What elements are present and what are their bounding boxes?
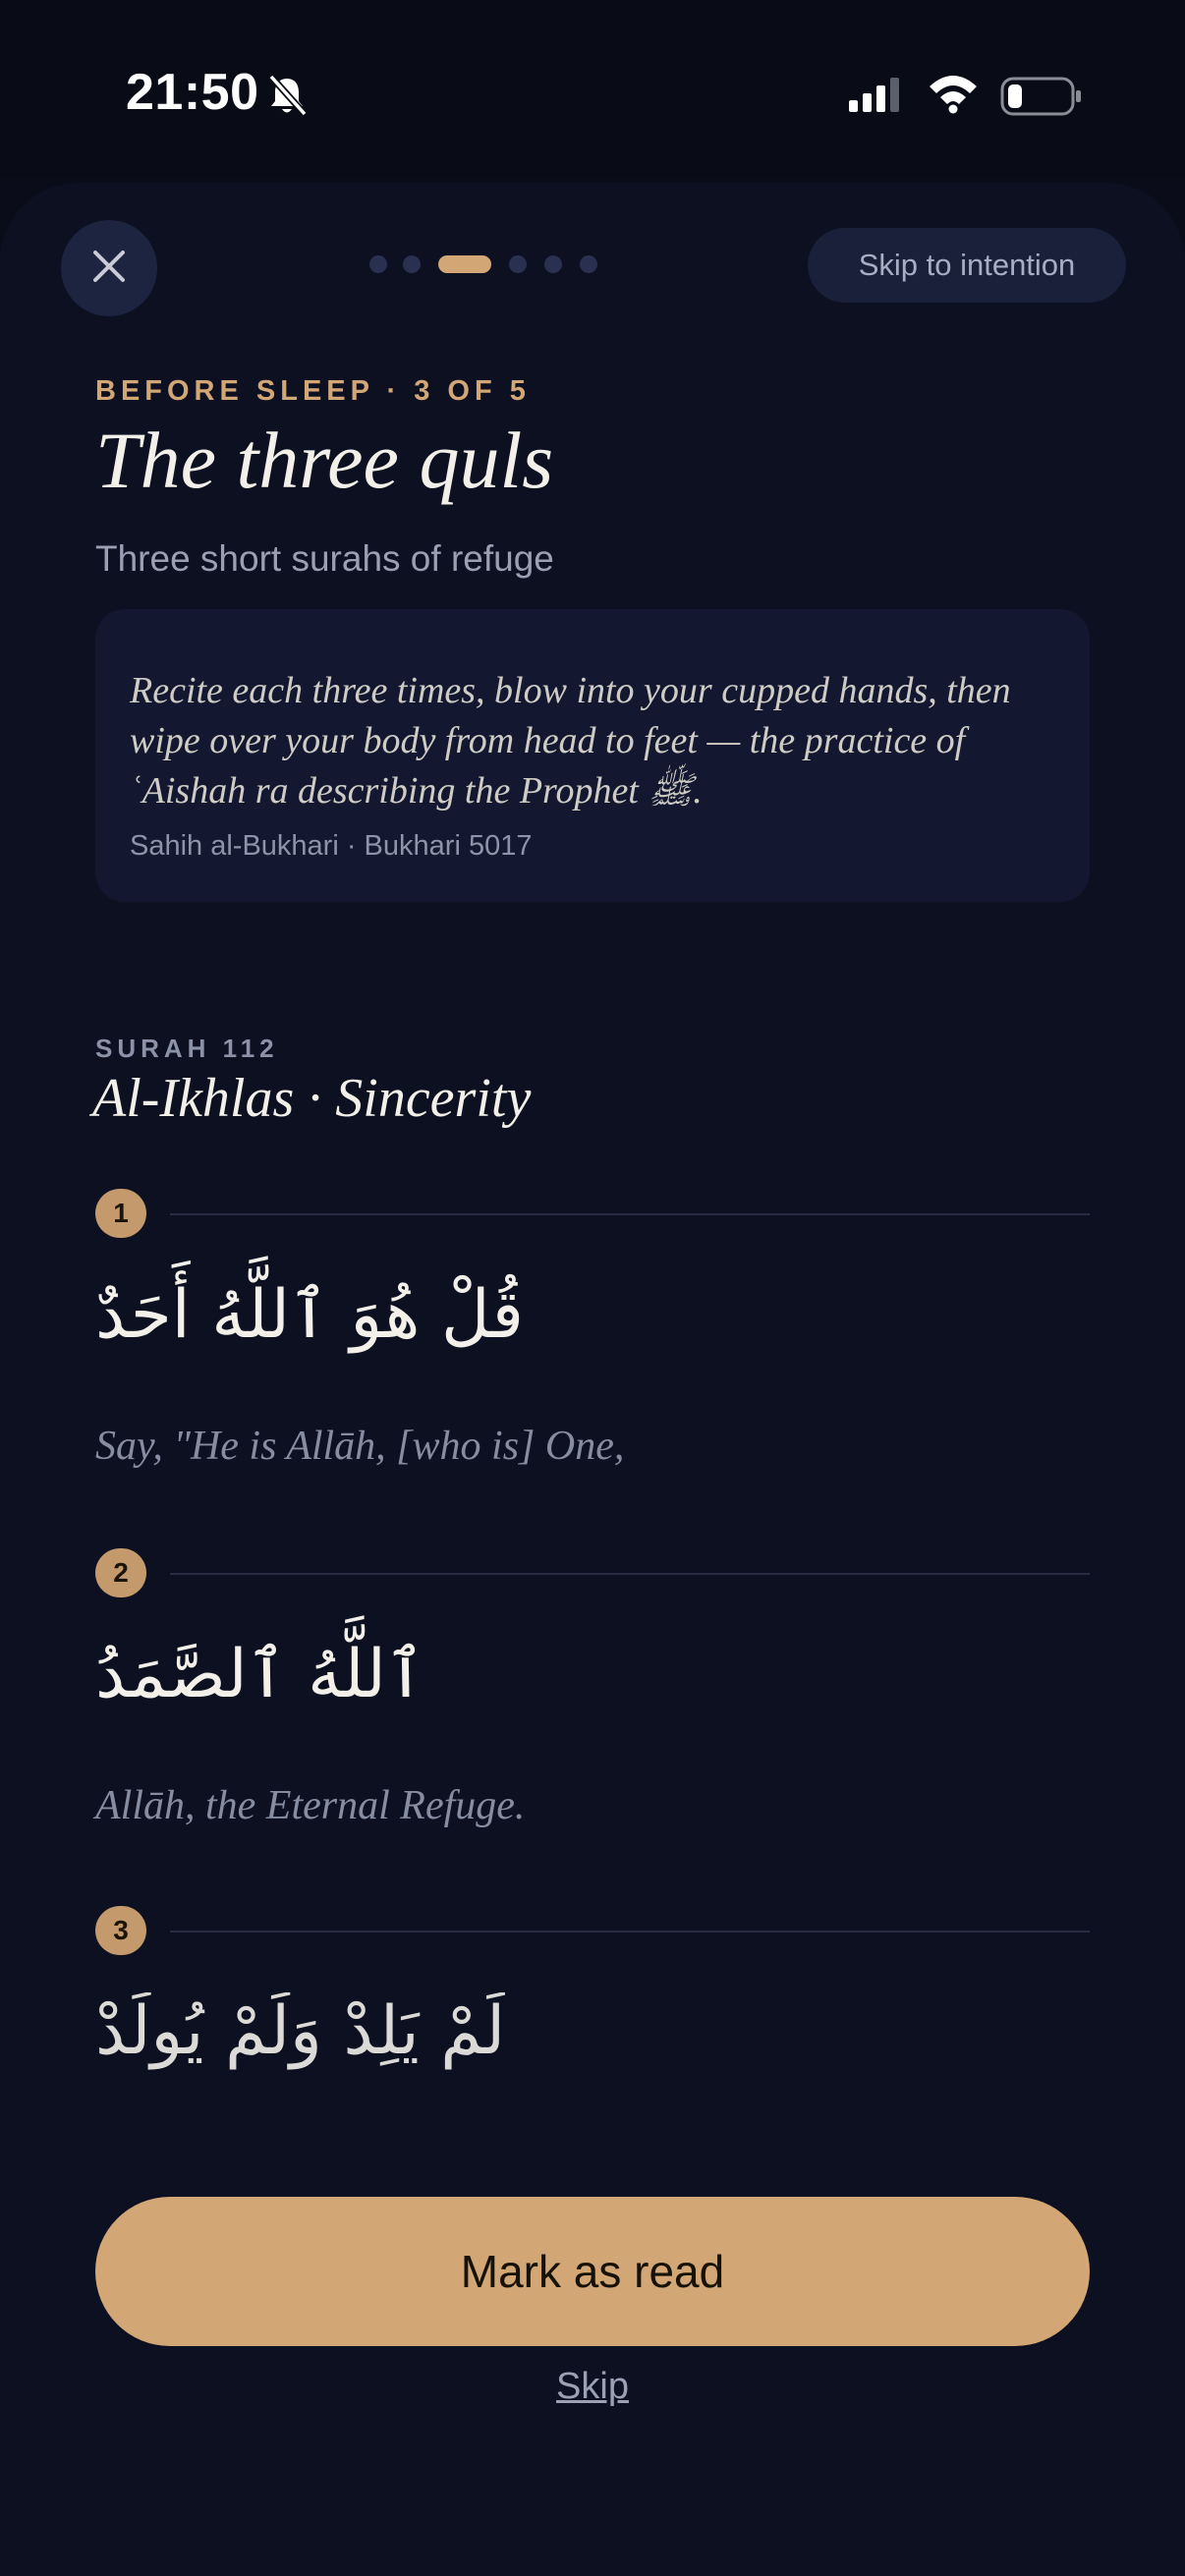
progress-dot (544, 255, 562, 273)
verse-header (95, 1906, 1090, 1955)
status-bar (0, 0, 1185, 177)
verse-translation: Say, "He is Allāh, [who is] One, (95, 1424, 625, 1469)
bell-muted-icon (265, 73, 309, 123)
surah-number: SURAH 112 (95, 1034, 279, 1063)
progress-dot (403, 255, 421, 273)
skip-to-intention-button[interactable]: Skip to intention (808, 228, 1126, 303)
divider (170, 1573, 1090, 1575)
verse-arabic: لَمْ يَلِدْ وَلَمْ يُولَدْ (95, 1992, 506, 2070)
progress-dot (509, 255, 527, 273)
verse-number-badge: 2 (95, 1548, 146, 1597)
verse-number-badge: 1 (95, 1189, 146, 1238)
close-button[interactable] (61, 220, 157, 316)
divider (170, 1931, 1090, 1932)
verse-translation: Allāh, the Eternal Refuge. (95, 1783, 526, 1828)
status-time: 21:50 (126, 64, 259, 121)
progress-dot (580, 255, 597, 273)
close-icon (92, 250, 126, 288)
progress-dot-active (438, 255, 491, 273)
verse-header (95, 1548, 1090, 1597)
instruction-text: Recite each three times, blow into your cupped hands, then wipe over your body from head to feet — the practice of ʿAishah ra describing the Prophet ﷺ. (130, 670, 1011, 812)
surah-title: Al-Ikhlas · Sincerity (92, 1068, 532, 1129)
verse-arabic: قُلْ هُوَ ٱللَّهُ أَحَدٌ (95, 1276, 524, 1354)
verse-arabic: ٱللَّهُ ٱلصَّمَدُ (95, 1636, 425, 1713)
step-eyebrow: BEFORE SLEEP · 3 OF 5 (95, 375, 531, 407)
divider (170, 1213, 1090, 1215)
wifi-icon (926, 73, 981, 119)
progress-dot (369, 255, 387, 273)
instruction-card (95, 609, 1090, 902)
verse-header (95, 1189, 1090, 1238)
cellular-signal-icon (847, 75, 906, 119)
battery-icon (1000, 77, 1083, 121)
verse-number-badge: 3 (95, 1906, 146, 1955)
skip-link[interactable]: Skip (556, 2366, 629, 2407)
page-subtitle: Three short surahs of refuge (95, 538, 554, 579)
mark-as-read-button[interactable]: Mark as read (95, 2197, 1090, 2346)
hadith-source: Sahih al-Bukhari · Bukhari 5017 (130, 830, 533, 862)
page-title: The three quls (95, 416, 554, 505)
